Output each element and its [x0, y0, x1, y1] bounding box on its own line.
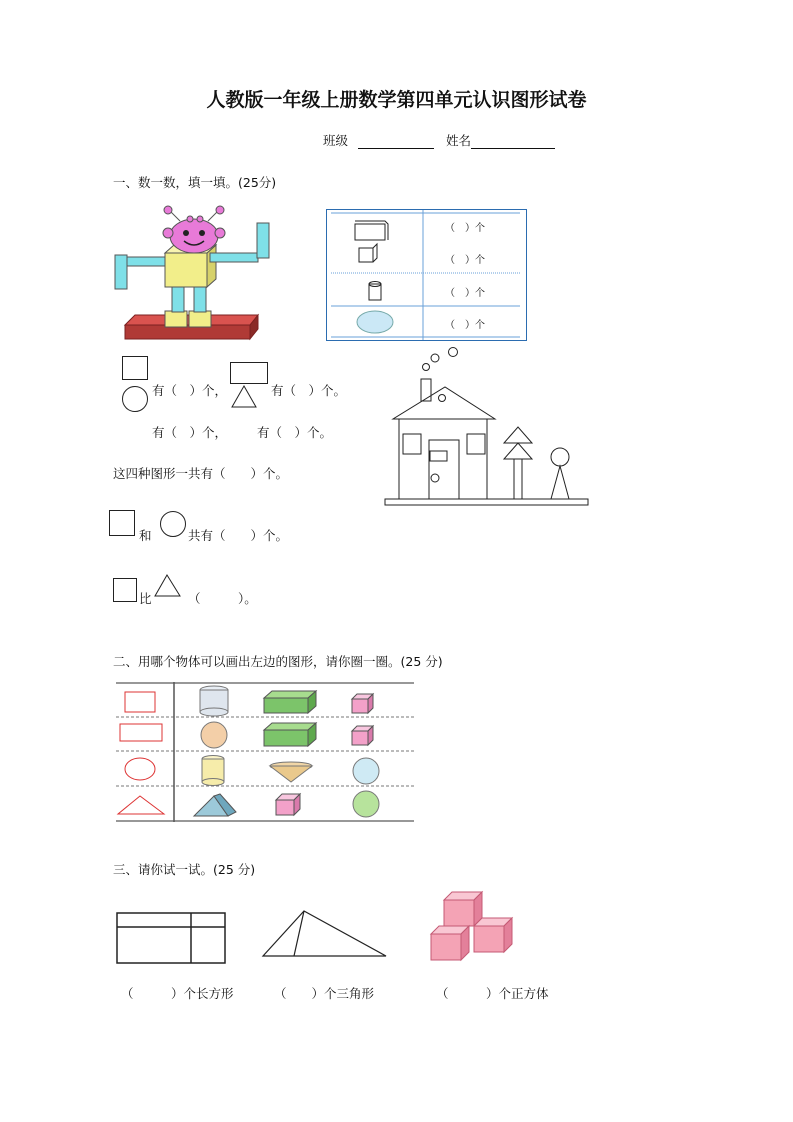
count-triangle-text: 有（ ）个。 — [257, 425, 333, 440]
total-question: 这四种图形一共有（ ）个。 — [113, 466, 289, 481]
count-square-text: 有（ ）个， — [152, 383, 228, 398]
compare-blank: （ ）。 — [188, 591, 257, 606]
rectangle-shape — [230, 362, 268, 384]
square-shape-3 — [113, 578, 137, 602]
house-scene — [383, 345, 593, 510]
table-row-4: （ ）个 — [445, 320, 485, 331]
section3-heading: 三、请你试一试。(25 分) — [113, 862, 256, 877]
and-text: 和 — [139, 528, 152, 543]
triangles-figure — [260, 908, 390, 960]
table-row-2: （ ）个 — [445, 255, 485, 266]
rectangles-figure — [116, 910, 228, 966]
table-row-1: （ ）个 — [445, 223, 485, 234]
answer-cubes: （ ）个正方体 — [436, 986, 549, 1001]
triangle-shape — [231, 385, 257, 409]
count-circle-text: 有（ ）个， — [152, 425, 228, 440]
square-shape-2 — [109, 510, 135, 536]
count-rect-text: 有（ ）个。 — [271, 383, 347, 398]
triangle-shape-2 — [154, 574, 181, 598]
name-label: 姓名 — [445, 133, 471, 148]
name-input-line[interactable] — [471, 134, 555, 149]
compare-text: 比 — [139, 591, 152, 606]
class-field — [323, 131, 555, 149]
count-table — [326, 209, 527, 341]
answer-triangles: （ ）个三角形 — [274, 986, 375, 1001]
section1-heading: 一、数一数，填一填。(25分) — [113, 175, 277, 190]
class-input-line[interactable] — [358, 134, 434, 149]
combo-total-text: 共有（ ）个。 — [188, 528, 289, 543]
class-label: 班级 — [323, 133, 349, 148]
count-table-shapes — [327, 210, 526, 340]
robot-figure — [110, 203, 265, 348]
answer-rectangles: （ ）个长方形 — [121, 986, 234, 1001]
table-row-3: （ ）个 — [445, 288, 485, 299]
page-title: 人教版一年级上册数学第四单元认识图形试卷 — [206, 89, 587, 111]
section2-heading: 二、用哪个物体可以画出左边的图形，请你圈一圈。(25 分) — [113, 654, 443, 669]
cubes-figure — [428, 890, 524, 964]
circle-shape — [122, 386, 148, 412]
match-table — [116, 682, 416, 824]
circle-shape-2 — [160, 511, 186, 537]
square-shape — [122, 356, 148, 380]
